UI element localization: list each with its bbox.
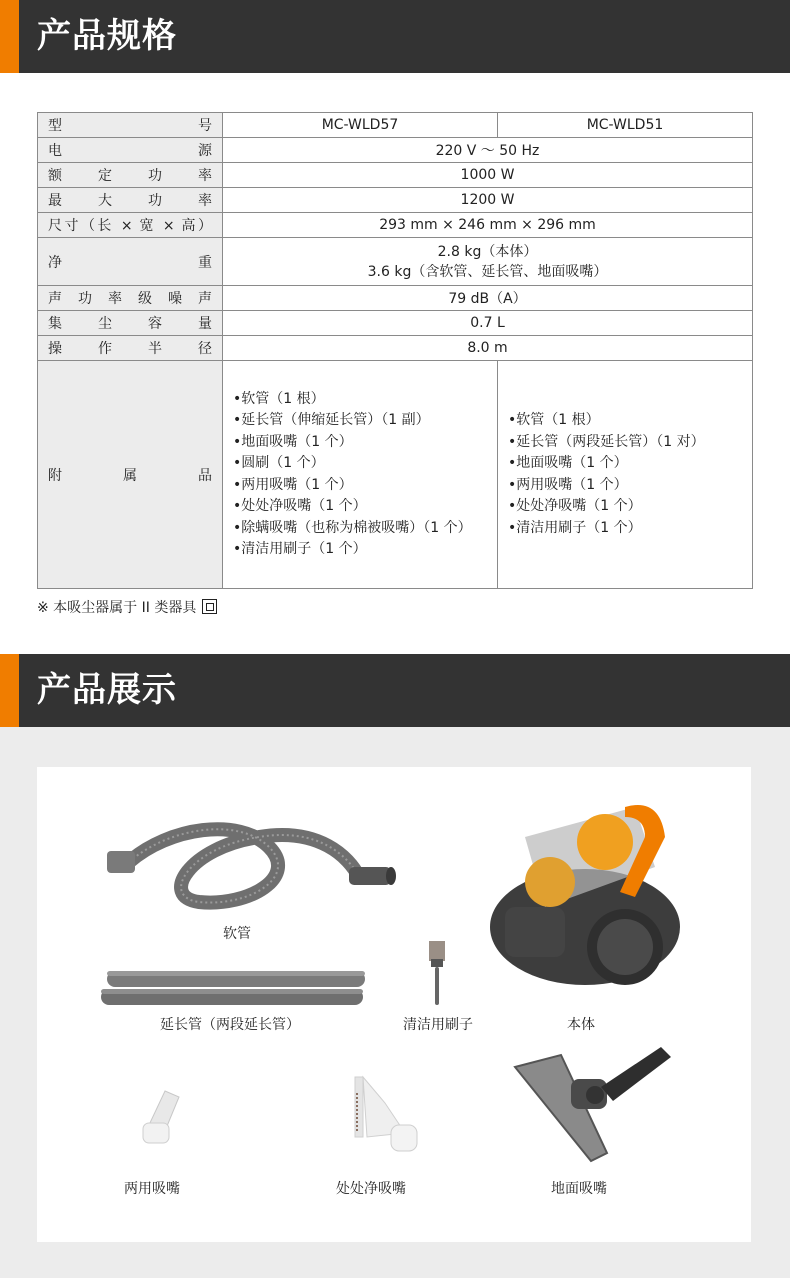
row-value: 8.0 m (223, 336, 753, 361)
row-value: 0.7 L (223, 311, 753, 336)
caption-dual-nozzle: 两用吸嘴 (124, 1181, 180, 1197)
list-item: •清洁用刷子（1 个） (508, 519, 642, 536)
accessories-b (498, 361, 753, 589)
double-square-icon (202, 599, 217, 614)
weight-line-2: 3.6 kg（含软管、延长管、地面吸嘴） (367, 263, 608, 280)
caption-body: 本体 (567, 1017, 595, 1033)
model-a: MC-WLD57 (223, 113, 498, 138)
cleaning-brush-image (427, 939, 447, 1007)
dual-nozzle-image (135, 1089, 185, 1147)
list-item: •除螨吸嘴（也称为棉被吸嘴）（1 个） (233, 519, 472, 536)
list-item: •两用吸嘴（1 个） (508, 476, 628, 493)
table-row (38, 188, 753, 213)
row-value: 293 mm × 246 mm × 296 mm (223, 213, 753, 238)
row-label: 附属品 (38, 361, 223, 589)
table-row (38, 163, 753, 188)
row-label: 最大功率 (38, 188, 223, 213)
table-row (38, 213, 753, 238)
table-row (38, 286, 753, 311)
row-value: 220 V ～ 50 Hz (223, 138, 753, 163)
accessories-a (223, 361, 498, 589)
section-header-specs (0, 0, 790, 73)
row-label: 净重 (38, 238, 223, 286)
row-label: 电源 (38, 138, 223, 163)
note-text: ※ 本吸尘器属于 II 类器具 (37, 600, 197, 616)
table-row (38, 113, 753, 138)
row-label: 声功率级噪声 (38, 286, 223, 311)
list-item: •地面吸嘴（1 个） (508, 455, 628, 471)
table-row (38, 238, 753, 286)
row-label: 尺寸（长 × 宽 × 高） (38, 213, 223, 238)
header-accent-bar (0, 0, 19, 73)
list-item: •清洁用刷子（1 个） (233, 541, 367, 557)
spec-table (37, 112, 753, 589)
header-accent-bar (0, 654, 19, 727)
caption-brush: 清洁用刷子 (403, 1017, 473, 1033)
crevice-nozzle-image (345, 1073, 425, 1163)
class-ii-note (37, 597, 217, 617)
row-label: 额定功率 (38, 163, 223, 188)
section-title: 产品展示 (37, 670, 177, 710)
table-row (38, 138, 753, 163)
list-item: •两用吸嘴（1 个） (233, 476, 353, 493)
row-label: 集尘容量 (38, 311, 223, 336)
row-value: 1000 W (223, 163, 753, 188)
vacuum-body-image (485, 797, 685, 987)
model-b: MC-WLD51 (498, 113, 753, 138)
list-item: •处处净吸嘴（1 个） (233, 498, 367, 514)
list-item: •地面吸嘴（1 个） (233, 433, 353, 450)
product-gallery (37, 767, 751, 1242)
row-value: 79 dB（A） (223, 286, 753, 311)
list-item: •延长管（两段延长管）（1 对） (508, 433, 705, 450)
table-row (38, 361, 753, 589)
extension-tubes-image (99, 967, 369, 1011)
weight-line-1: 2.8 kg（本体） (437, 243, 538, 260)
list-item: •延长管（伸缩延长管）（1 副） (233, 412, 430, 428)
table-row (38, 336, 753, 361)
section-title: 产品规格 (37, 16, 177, 56)
caption-floor-nozzle: 地面吸嘴 (551, 1181, 607, 1197)
caption-hose: 软管 (223, 926, 251, 942)
row-label: 操作半径 (38, 336, 223, 361)
list-item: •软管（1 根） (233, 390, 325, 407)
section-header-display (0, 654, 790, 727)
table-row (38, 311, 753, 336)
list-item: •软管（1 根） (508, 412, 600, 428)
hose-image (99, 807, 399, 917)
caption-extension: 延长管（两段延长管） (160, 1017, 300, 1033)
list-item: •圆刷（1 个） (233, 455, 325, 471)
row-label: 型号 (38, 113, 223, 138)
caption-crevice-nozzle: 处处净吸嘴 (336, 1181, 406, 1197)
weight-value (223, 238, 753, 286)
floor-nozzle-image (511, 1043, 675, 1167)
list-item: •处处净吸嘴（1 个） (508, 498, 642, 514)
row-value: 1200 W (223, 188, 753, 213)
